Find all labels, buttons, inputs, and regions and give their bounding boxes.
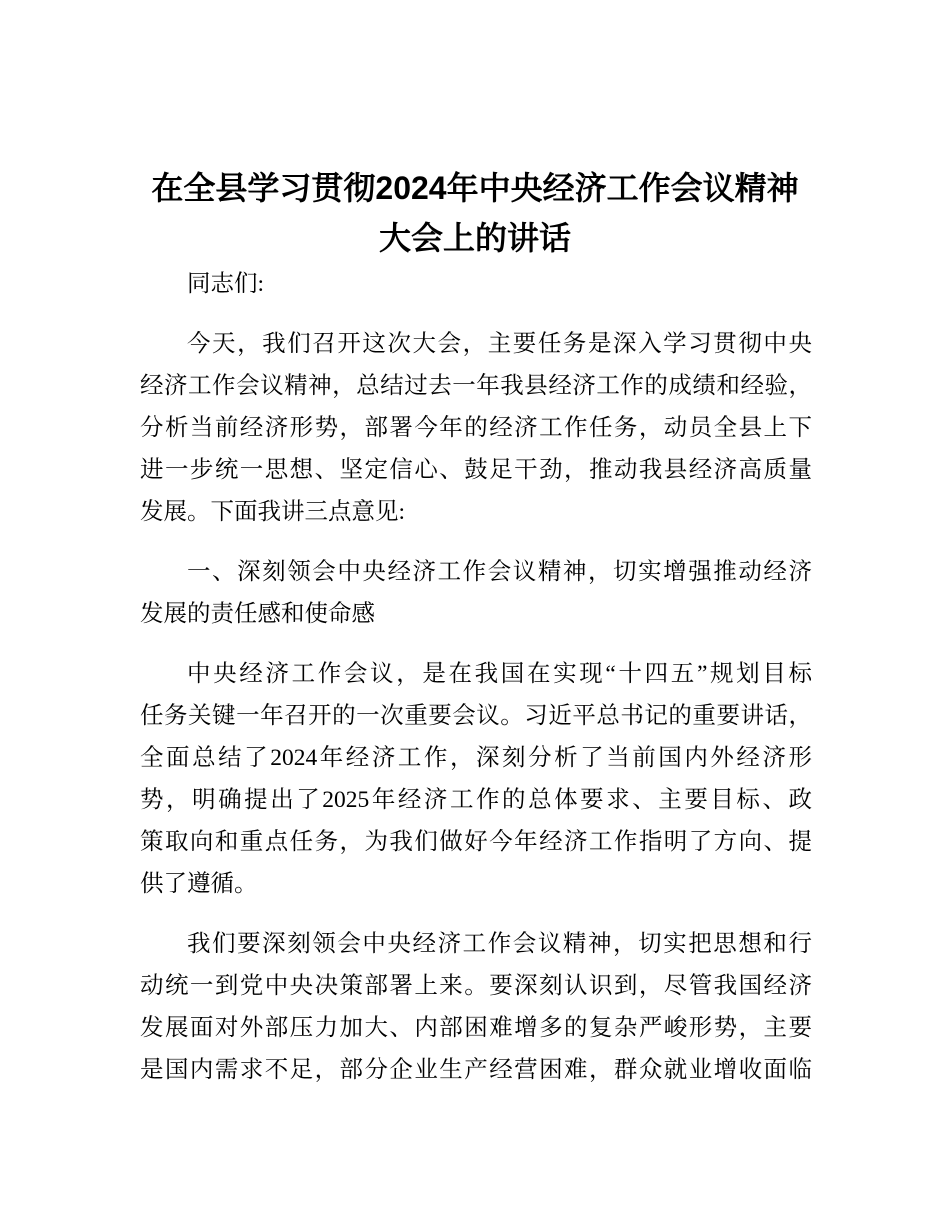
salutation-paragraph bbox=[140, 263, 812, 305]
text-line: 发展面对外部压力加大、内部困难增多的复杂严峻形势，主要 bbox=[140, 1015, 812, 1041]
text-line: 今天，我们召开这次大会，主要任务是深入学习贯彻中央 bbox=[187, 331, 812, 357]
text-line: 一、深刻领会中央经济工作会议精神，切实增强推动经济 bbox=[187, 559, 812, 585]
text-line: 中央经济工作会议，是在我国在实现“十四五”规划目标 bbox=[187, 661, 812, 687]
text-line: 策取向和重点任务，为我们做好今年经济工作指明了方向、提 bbox=[140, 829, 812, 855]
text-line: 进一步统一思想、坚定信心、鼓足干劲，推动我县经济高质量 bbox=[140, 457, 812, 483]
text-line: 动统一到党中央决策部署上来。要深刻认识到，尽管我国经济 bbox=[140, 973, 812, 999]
body-paragraph-2 bbox=[140, 923, 812, 1091]
text-line: 势，明确提出了2025年经济工作的总体要求、主要目标、政 bbox=[140, 787, 812, 813]
text-line: 任务关键一年召开的一次重要会议。习近平总书记的重要讲话， bbox=[140, 703, 812, 729]
section-heading-paragraph bbox=[140, 551, 812, 635]
document-body bbox=[140, 263, 812, 1091]
title-line-1: 在全县学习贯彻2024年中央经济工作会议精神 bbox=[151, 170, 799, 206]
text-line: 经济工作会议精神，总结过去一年我县经济工作的成绩和经验， bbox=[140, 373, 812, 399]
intro-paragraph bbox=[140, 323, 812, 533]
text-line: 全面总结了2024年经济工作，深刻分析了当前国内外经济形 bbox=[140, 745, 812, 771]
text-line: 是国内需求不足，部分企业生产经营困难，群众就业增收面临 bbox=[140, 1057, 812, 1083]
title-line-2: 大会上的讲话 bbox=[378, 220, 571, 256]
text-line: 发展。下面我讲三点意见: bbox=[140, 499, 406, 525]
text-line: 我们要深刻领会中央经济工作会议精神，切实把思想和行 bbox=[187, 931, 812, 957]
text-line: 供了遵循。 bbox=[140, 871, 258, 897]
text-line: 发展的责任感和使命感 bbox=[140, 601, 375, 627]
document-title bbox=[0, 163, 950, 263]
text-line: 分析当前经济形势，部署今年的经济工作任务，动员全县上下 bbox=[140, 415, 812, 441]
text-line: 同志们: bbox=[187, 271, 265, 297]
body-paragraph-1 bbox=[140, 653, 812, 905]
